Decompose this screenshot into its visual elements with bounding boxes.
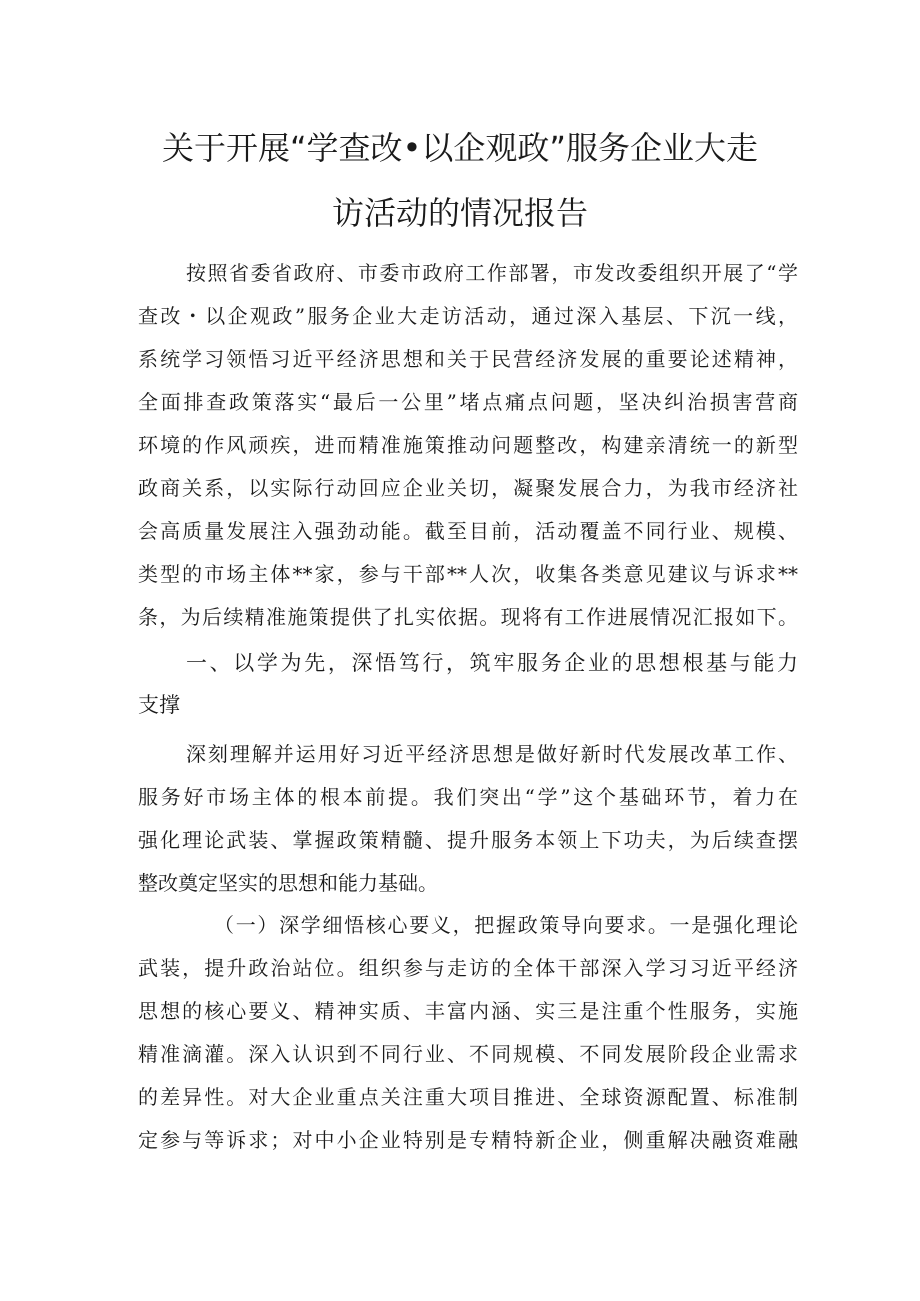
intro-line-5: 环境的作风顽疾，进而精准施策推动问题整改，构建亲清统一的新型	[138, 433, 798, 457]
subsection-1-line-4: 精准滴灌。深入认识到不同行业、不同规模、不同发展阶段企业需求	[138, 1042, 798, 1066]
section-1-para-line-2: 服务好市场主体的根本前提。我们突出“学”这个基础环节，着力在	[138, 785, 798, 809]
subsection-1-line-3: 思想的核心要义、精神实质、丰富内涵、实三是注重个性服务，实施	[138, 999, 798, 1023]
intro-line-9: 条，为后续精准施策提供了扎实依据。现将有工作进展情况汇报如下。	[138, 605, 798, 629]
intro-line-1: 按照省委省政府、市委市政府工作部署，市发改委组织开展了“学	[186, 261, 798, 285]
document-title-line-1: 关于开展“学查改•以企观政”服务企业大走	[161, 129, 759, 167]
intro-line-6: 政商关系，以实际行动回应企业关切，凝聚发展合力，为我市经济社	[138, 476, 798, 500]
section-1-para-line-3: 强化理论武装、掌握政策精髓、提升服务本领上下功夫，为后续查摆	[138, 828, 798, 852]
subsection-1-line-5: 的差异性。对大企业重点关注重大项目推进、全球资源配置、标准制	[138, 1085, 798, 1109]
subsection-1-line-6: 定参与等诉求；对中小企业特别是专精特新企业，侧重解决融资难融	[138, 1128, 798, 1152]
intro-line-4: 全面排查政策落实“最后一公里”堵点痛点问题，坚决纠治损害营商	[138, 390, 798, 414]
intro-line-3: 系统学习领悟习近平经济思想和关于民营经济发展的重要论述精神，	[138, 347, 798, 371]
section-1-para-line-4: 整改奠定坚实的思想和能力基础。	[138, 871, 438, 895]
subsection-1-line-2: 武装，提升政治站位。组织参与走访的全体干部深入学习习近平经济	[138, 956, 798, 980]
section-1-heading-line-1: 一、以学为先，深悟笃行，筑牢服务企业的思想根基与能力	[186, 651, 798, 675]
intro-line-2: 查改・以企观政”服务企业大走访活动，通过深入基层、下沉一线，	[138, 304, 798, 328]
section-1-heading-line-2: 支撑	[138, 693, 180, 717]
intro-line-8: 类型的市场主体**家，参与干部**人次，收集各类意见建议与诉求**	[138, 562, 798, 586]
subsection-1-line-1: （一）深学细悟核心要义，把握政策导向要求。一是强化理论	[214, 913, 798, 937]
section-1-para-line-1: 深刻理解并运用好习近平经济思想是做好新时代发展改革工作、	[186, 742, 798, 766]
document-title-line-2: 访活动的情况报告	[331, 194, 588, 232]
intro-line-7: 会高质量发展注入强劲动能。截至目前，活动覆盖不同行业、规模、	[138, 519, 798, 543]
